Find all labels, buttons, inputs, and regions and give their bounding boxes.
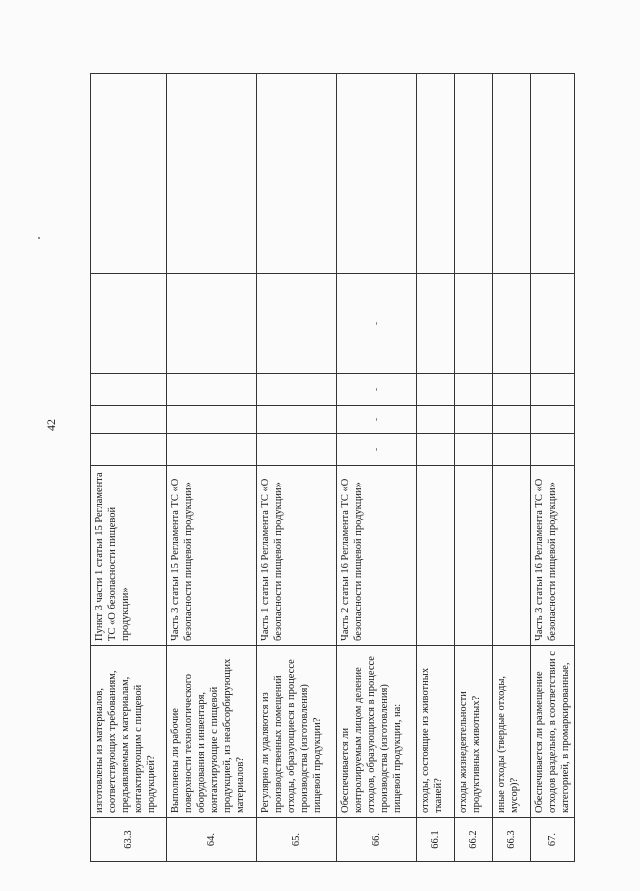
answer-no-cell — [167, 406, 257, 434]
row-number: 66. — [337, 818, 417, 862]
remark-cell — [493, 274, 531, 374]
question-text: отходы жизнедеятельности продуктивных животных? — [455, 646, 493, 818]
remark-cell — [257, 274, 337, 374]
answer-na-cell — [493, 374, 531, 406]
row-number: 65. — [257, 818, 337, 862]
answer-yes-cell — [531, 434, 575, 466]
answer-no-cell — [493, 406, 531, 434]
legal-basis: Часть 3 статьи 16 Регламента ТС «О безопасности пищевой продукции» — [531, 466, 575, 646]
answer-no-cell — [455, 406, 493, 434]
question-text: Регулярно ли удаляются из производственных помещений отходы, образующиеся в процессе производства (изготовления) пищевой продукции? — [257, 646, 337, 818]
legal-basis: Часть 2 статьи 16 Регламента ТС «О безопасности пищевой продукции» — [337, 466, 417, 646]
legal-basis: Часть 3 статьи 15 Регламента ТС «О безопасности пищевой продукции» — [167, 466, 257, 646]
legal-basis: Часть 1 статьи 16 Регламента ТС «О безопасности пищевой продукции» — [257, 466, 337, 646]
row-number: 66.2 — [455, 818, 493, 862]
note-cell — [493, 74, 531, 274]
table-row — [167, 74, 257, 862]
remark-cell — [91, 274, 167, 374]
answer-yes-cell — [455, 434, 493, 466]
answer-yes-cell — [257, 434, 337, 466]
question-text: Обеспечивается ли контролируемым лицом деление отходов, образующихся в процессе производства (изготовления) пищевой продукции, на: — [337, 646, 417, 818]
answer-yes-cell — [493, 434, 531, 466]
answer-no-cell — [257, 406, 337, 434]
rotated-page — [90, 74, 571, 862]
answer-no-cell — [417, 406, 455, 434]
row-number: 66.1 — [417, 818, 455, 862]
row-number: 63.3 — [91, 818, 167, 862]
table-row — [257, 74, 337, 862]
answer-yes-cell — [91, 434, 167, 466]
answer-na-cell — [455, 374, 493, 406]
answer-no-cell — [531, 406, 575, 434]
answer-yes-cell: - — [337, 434, 417, 466]
note-cell — [337, 74, 417, 274]
scan-speck — [38, 237, 40, 239]
note-cell — [257, 74, 337, 274]
note-cell — [531, 74, 575, 274]
answer-no-cell: - — [337, 406, 417, 434]
table-row — [531, 74, 575, 862]
note-cell — [91, 74, 167, 274]
question-text: изготовлены из материалов, соответствующих требованиям, предъявляемым к материалам, контактирующим с пищевой продукцией? — [91, 646, 167, 818]
checklist-table — [90, 73, 575, 862]
row-number: 64. — [167, 818, 257, 862]
note-cell — [417, 74, 455, 274]
answer-na-cell — [167, 374, 257, 406]
table-row — [91, 74, 167, 862]
legal-basis — [455, 466, 493, 646]
note-cell — [455, 74, 493, 274]
answer-no-cell — [91, 406, 167, 434]
answer-na-cell — [531, 374, 575, 406]
table-row — [455, 74, 493, 862]
answer-na-cell — [91, 374, 167, 406]
table-row — [417, 74, 455, 862]
table-row — [493, 74, 531, 862]
remark-cell — [167, 274, 257, 374]
note-cell — [167, 74, 257, 274]
table-row — [337, 74, 417, 862]
question-text: иные отходы (твердые отходы, мусор)? — [493, 646, 531, 818]
legal-basis — [417, 466, 455, 646]
answer-na-cell — [257, 374, 337, 406]
question-text: отходы, состоящие из животных тканей? — [417, 646, 455, 818]
question-text: Выполнены ли рабочие поверхности технологического оборудования и инвентаря, контактирующие с пищевой продукцией, из неабсорбирующих материалов? — [167, 646, 257, 818]
question-text: Обеспечивается ли размещение отходов раздельно, в соответствии с категорией, в промаркированные, — [531, 646, 575, 818]
answer-yes-cell — [417, 434, 455, 466]
legal-basis — [493, 466, 531, 646]
remark-cell: - — [337, 274, 417, 374]
answer-yes-cell — [167, 434, 257, 466]
remark-cell — [455, 274, 493, 374]
row-number: 66.3 — [493, 818, 531, 862]
remark-cell — [531, 274, 575, 374]
answer-na-cell — [417, 374, 455, 406]
answer-na-cell: - — [337, 374, 417, 406]
legal-basis: Пункт 3 части 1 статьи 15 Регламента ТС «О безопасности пищевой продукции» — [91, 466, 167, 646]
remark-cell — [417, 274, 455, 374]
page-number: 42 — [44, 419, 58, 431]
row-number: 67. — [531, 818, 575, 862]
